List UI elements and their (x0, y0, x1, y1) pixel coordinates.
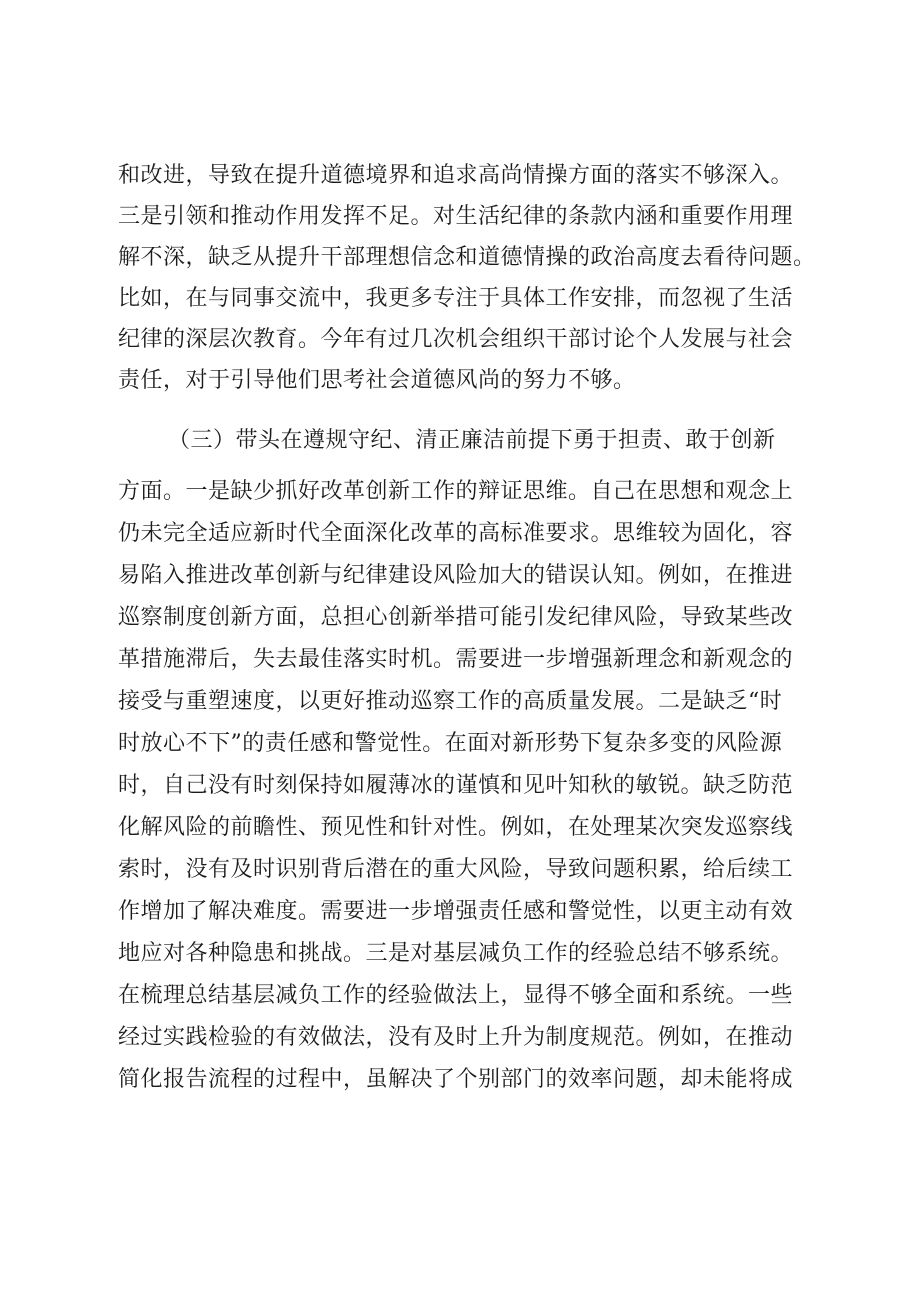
text-line: 时放心不下”的责任感和警觉性。在面对新形势下复杂多变的风险源 (118, 731, 783, 756)
text-line: 革措施滞后，失去最佳落实时机。需要进一步增强新理念和新观念的 (118, 647, 794, 672)
text-line: 接受与重塑速度，以更好推动巡察工作的高质量发展。二是缺乏“时 (118, 689, 783, 714)
text-line: 解不深，缺乏从提升干部理想信念和道德情操的政治高度去看待问题。 (118, 245, 816, 270)
text-line: 三是引领和推动作用发挥不足。对生活纪律的条款内涵和重要作用理 (118, 204, 794, 229)
text-line: 和改进，导致在提升道德境界和追求高尚情操方面的落实不够深入。 (118, 163, 794, 188)
text-line: 化解风险的前瞻性、预见性和针对性。例如，在处理某次突发巡察线 (118, 815, 794, 840)
text-line: 仍未完全适应新时代全面深化改革的高标准要求。思维较为固化，容 (118, 521, 794, 546)
text-line: 经过实践检验的有效做法，没有及时上升为制度规范。例如，在推动 (118, 1025, 794, 1050)
text-line: 地应对各种隐患和挑战。三是对基层减负工作的经验总结不够系统。 (118, 941, 794, 966)
text-line: 时，自己没有时刻保持如履薄冰的谨慎和见叶知秋的敏锐。缺乏防范 (118, 773, 794, 798)
text-line: 索时，没有及时识别背后潜在的重大风险，导致问题积累，给后续工 (118, 857, 794, 882)
text-line: 作增加了解决难度。需要进一步增强责任感和警觉性，以更主动有效 (118, 899, 794, 924)
text-line: 方面。一是缺少抓好改革创新工作的辩证思维。自己在思想和观念上 (118, 479, 794, 504)
text-line: 纪律的深层次教育。今年有过几次机会组织干部讨论个人发展与社会 (118, 327, 794, 352)
text-line: 巡察制度创新方面，总担心创新举措可能引发纪律风险，导致某些改 (118, 605, 794, 630)
text-line: 责任，对于引导他们思考社会道德风尚的努力不够。 (118, 368, 636, 393)
text-line: 易陷入推进改革创新与纪律建设风险加大的错误认知。例如，在推进 (118, 563, 794, 588)
text-line: 在梳理总结基层减负工作的经验做法上，显得不够全面和系统。一些 (118, 983, 794, 1008)
text-line: 简化报告流程的过程中，虽解决了个别部门的效率问题，却未能将成 (118, 1067, 794, 1092)
text-line: 比如，在与同事交流中，我更多专注于具体工作安排，而忽视了生活 (118, 286, 794, 311)
section-heading-line: （三）带头在遵规守纪、清正廉洁前提下勇于担责、敢于创新 (168, 428, 776, 453)
